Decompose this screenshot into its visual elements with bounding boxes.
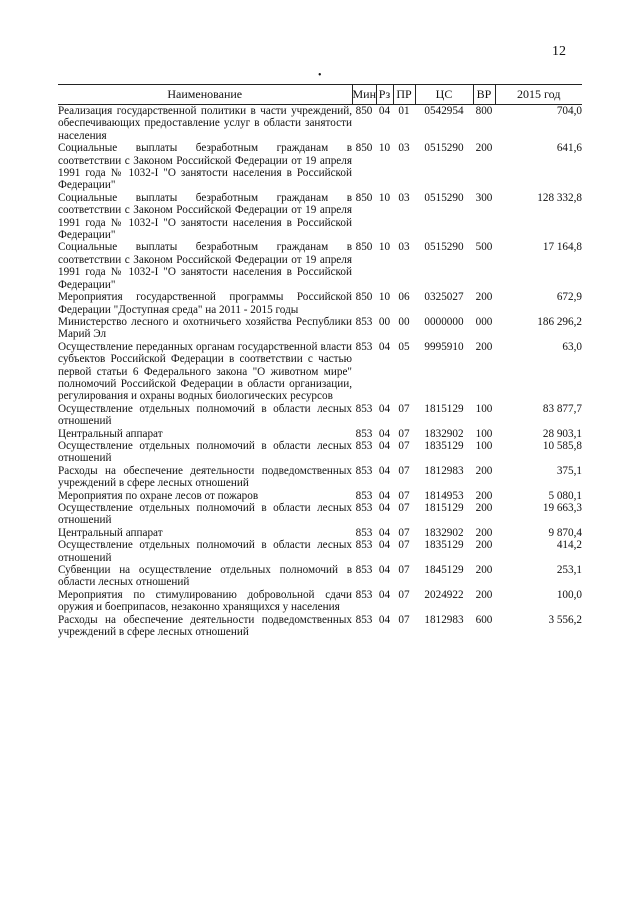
- table-row: [58, 192, 582, 242]
- cell-pr: 06: [398, 291, 410, 304]
- cell-min: 853: [355, 539, 373, 552]
- table-row: [58, 291, 582, 316]
- table-row: [58, 105, 582, 143]
- cell-rz: 04: [378, 526, 391, 539]
- cell-min: 850: [355, 291, 373, 304]
- cell-min: 853: [355, 439, 373, 452]
- cell-cs: 1812983: [424, 613, 464, 626]
- cell-name: Осуществление отдельных полномочий в области лесных отношений: [58, 539, 352, 564]
- cell-cs: 0515290: [424, 241, 464, 254]
- cell-vr: 000: [475, 315, 493, 328]
- cell-amount: 3 556,2: [548, 613, 582, 626]
- cell-amount: 100,0: [556, 588, 582, 601]
- header-year: 2015 год: [495, 85, 582, 105]
- header-pr: ПР: [393, 85, 415, 105]
- cell-vr: 100: [475, 402, 493, 415]
- cell-cs: 1814953: [424, 489, 464, 502]
- cell-cs: 1835129: [424, 439, 464, 452]
- cell-rz: 04: [378, 402, 391, 415]
- cell-cs: 1835129: [424, 539, 464, 552]
- table-header: [58, 85, 582, 105]
- cell-rz: 04: [378, 539, 391, 552]
- cell-vr: 200: [475, 340, 493, 353]
- cell-min: 853: [355, 402, 373, 415]
- cell-pr: 07: [398, 439, 410, 452]
- stray-dot: •: [318, 70, 322, 81]
- cell-min: 853: [355, 489, 373, 502]
- cell-vr: 200: [475, 539, 493, 552]
- cell-vr: 100: [475, 427, 493, 440]
- cell-min: 853: [355, 564, 373, 577]
- cell-rz: 04: [378, 502, 391, 514]
- cell-name: Мероприятия по стимулированию добровольной сдачи оружия и боеприпасов, незаконно хранящихся у населения: [58, 588, 352, 614]
- cell-pr: 07: [398, 539, 410, 552]
- cell-vr: 200: [475, 142, 493, 155]
- cell-rz: 04: [378, 564, 391, 577]
- cell-pr: 03: [398, 142, 410, 155]
- cell-min: 850: [355, 105, 373, 117]
- cell-cs: 9995910: [424, 340, 464, 353]
- cell-vr: 300: [475, 191, 493, 204]
- table-row: [58, 527, 582, 539]
- cell-rz: 04: [378, 588, 391, 601]
- cell-min: 853: [355, 588, 373, 601]
- table-row: [58, 142, 582, 192]
- cell-rz: 10: [378, 241, 391, 254]
- cell-cs: 0515290: [424, 142, 464, 155]
- table-row: [58, 564, 582, 589]
- header-vr: ВР: [473, 85, 495, 105]
- cell-name: Социальные выплаты безработным гражданам в соответствии с Законом Российской Федерации от 19 апреля 1991 года № 1032-I "О занятости населения в Российской Федерации": [58, 241, 352, 291]
- cell-rz: 10: [378, 291, 391, 304]
- cell-pr: 07: [398, 464, 410, 477]
- cell-vr: 200: [475, 564, 493, 577]
- cell-amount: 128 332,8: [537, 191, 582, 204]
- cell-rz: 00: [378, 315, 391, 328]
- cell-amount: 186 296,2: [537, 315, 582, 328]
- cell-amount: 83 877,7: [542, 402, 582, 415]
- cell-pr: 07: [398, 402, 410, 415]
- cell-vr: 200: [475, 526, 493, 539]
- cell-pr: 01: [398, 105, 410, 117]
- cell-name: Центральный аппарат: [58, 427, 163, 440]
- cell-name: Социальные выплаты безработным гражданам в соответствии с Законом Российской Федерации от 19 апреля 1991 года № 1032-I "О занятости населения в Российской Федерации": [58, 191, 352, 242]
- cell-cs: 1832902: [424, 427, 464, 440]
- cell-cs: 1812983: [424, 464, 464, 477]
- cell-min: 853: [355, 613, 373, 626]
- cell-name: Субвенции на осуществление отдельных полномочий в области лесных отношений: [58, 564, 352, 589]
- header-name: Наименование: [58, 85, 352, 105]
- cell-min: 853: [355, 526, 373, 539]
- cell-cs: 1845129: [424, 564, 464, 577]
- header-cs: ЦС: [415, 85, 473, 105]
- cell-pr: 07: [398, 502, 410, 514]
- cell-min: 853: [355, 315, 373, 328]
- cell-pr: 03: [398, 191, 410, 204]
- cell-rz: 04: [378, 340, 391, 353]
- cell-cs: 0325027: [424, 291, 464, 304]
- cell-rz: 04: [378, 464, 391, 477]
- cell-pr: 07: [398, 427, 410, 440]
- cell-min: 853: [355, 340, 373, 353]
- cell-vr: 200: [475, 489, 493, 502]
- cell-name: Министерство лесного и охотничьего хозяйства Республики Марий Эл: [58, 315, 352, 341]
- cell-vr: 200: [475, 291, 493, 304]
- cell-pr: 07: [398, 564, 410, 577]
- cell-name: Осуществление отдельных полномочий в области лесных отношений: [58, 439, 352, 465]
- cell-cs: 2024922: [424, 588, 464, 601]
- cell-amount: 63,0: [562, 340, 582, 353]
- table-row: [58, 502, 582, 527]
- budget-table: [58, 84, 582, 638]
- cell-name: Расходы на обеспечение деятельности подведомственных учреждений в сфере лесных отношений: [58, 613, 352, 639]
- cell-cs: 1815129: [424, 402, 464, 415]
- cell-name: Расходы на обеспечение деятельности подведомственных учреждений в сфере лесных отношений: [58, 464, 352, 490]
- cell-amount: 704,0: [556, 105, 582, 117]
- cell-rz: 10: [378, 191, 391, 204]
- table-row: [58, 316, 582, 341]
- cell-pr: 07: [398, 588, 410, 601]
- table-row: [58, 341, 582, 403]
- cell-pr: 05: [398, 340, 410, 353]
- cell-min: 850: [355, 191, 373, 204]
- cell-amount: 641,6: [556, 142, 582, 155]
- cell-vr: 200: [475, 464, 493, 477]
- cell-rz: 04: [378, 439, 391, 452]
- table-row: [58, 403, 582, 428]
- cell-amount: 19 663,3: [542, 502, 582, 514]
- cell-vr: 800: [475, 105, 493, 117]
- cell-min: 853: [355, 464, 373, 477]
- cell-pr: 03: [398, 241, 410, 254]
- cell-cs: 0515290: [424, 191, 464, 204]
- table-row: [58, 428, 582, 440]
- cell-vr: 200: [475, 588, 493, 601]
- table-body: [58, 105, 582, 639]
- header-min: Мин: [352, 85, 376, 105]
- page-number: 12: [552, 44, 566, 59]
- cell-vr: 100: [475, 439, 493, 452]
- cell-name: Реализация государственной политики в части учреждений, обеспечивающих предоставление услуг в области занятости населения: [58, 105, 352, 142]
- cell-rz: 04: [378, 489, 391, 502]
- table-row: [58, 465, 582, 490]
- cell-name: Осуществление переданных органам государственной власти субъектов Российской Федерации в соответствии с частью первой статьи 6 Федерального закона "О животном мире" полномочий Российской Федерации в области организации, регулирования и охраны водных биологических ресурсов: [58, 340, 352, 403]
- cell-amount: 5 080,1: [548, 489, 582, 502]
- cell-vr: 200: [475, 502, 493, 514]
- cell-amount: 17 164,8: [542, 241, 582, 254]
- cell-rz: 04: [378, 427, 391, 440]
- cell-amount: 375,1: [556, 464, 582, 477]
- table-row: [58, 490, 582, 502]
- cell-rz: 04: [378, 613, 391, 626]
- cell-min: 853: [355, 427, 373, 440]
- cell-amount: 9 870,4: [548, 526, 582, 539]
- cell-min: 850: [355, 142, 373, 155]
- table-row: [58, 539, 582, 564]
- table-row: [58, 614, 582, 639]
- cell-min: 850: [355, 241, 373, 254]
- cell-amount: 28 903,1: [542, 427, 582, 440]
- cell-amount: 10 585,8: [542, 439, 582, 452]
- cell-name: Социальные выплаты безработным гражданам в соответствии с Законом Российской Федерации от 19 апреля 1991 года № 1032-I "О занятости населения в Российской Федерации": [58, 142, 352, 192]
- cell-pr: 07: [398, 526, 410, 539]
- cell-cs: 0000000: [424, 315, 464, 328]
- cell-name: Мероприятия государственной программы Российской Федерации "Доступная среда" на 2011 - 2015 годы: [58, 291, 352, 316]
- cell-rz: 04: [378, 105, 391, 117]
- cell-vr: 600: [475, 613, 493, 626]
- cell-amount: 414,2: [556, 539, 582, 552]
- cell-vr: 500: [475, 241, 493, 254]
- cell-rz: 10: [378, 142, 391, 155]
- cell-name: Осуществление отдельных полномочий в области лесных отношений: [58, 502, 352, 527]
- table-row: [58, 589, 582, 614]
- header-rz: Рз: [376, 85, 393, 105]
- cell-cs: 1832902: [424, 526, 464, 539]
- cell-amount: 672,9: [556, 291, 582, 304]
- table-row: [58, 440, 582, 465]
- cell-pr: 07: [398, 613, 410, 626]
- cell-amount: 253,1: [556, 564, 582, 577]
- cell-pr: 00: [398, 315, 410, 328]
- cell-pr: 07: [398, 489, 410, 502]
- cell-name: Центральный аппарат: [58, 526, 163, 539]
- cell-name: Осуществление отдельных полномочий в области лесных отношений: [58, 402, 352, 428]
- table-row: [58, 241, 582, 291]
- cell-min: 853: [355, 502, 373, 514]
- cell-cs: 0542954: [424, 105, 464, 117]
- cell-cs: 1815129: [424, 502, 464, 514]
- cell-name: Мероприятия по охране лесов от пожаров: [58, 489, 259, 502]
